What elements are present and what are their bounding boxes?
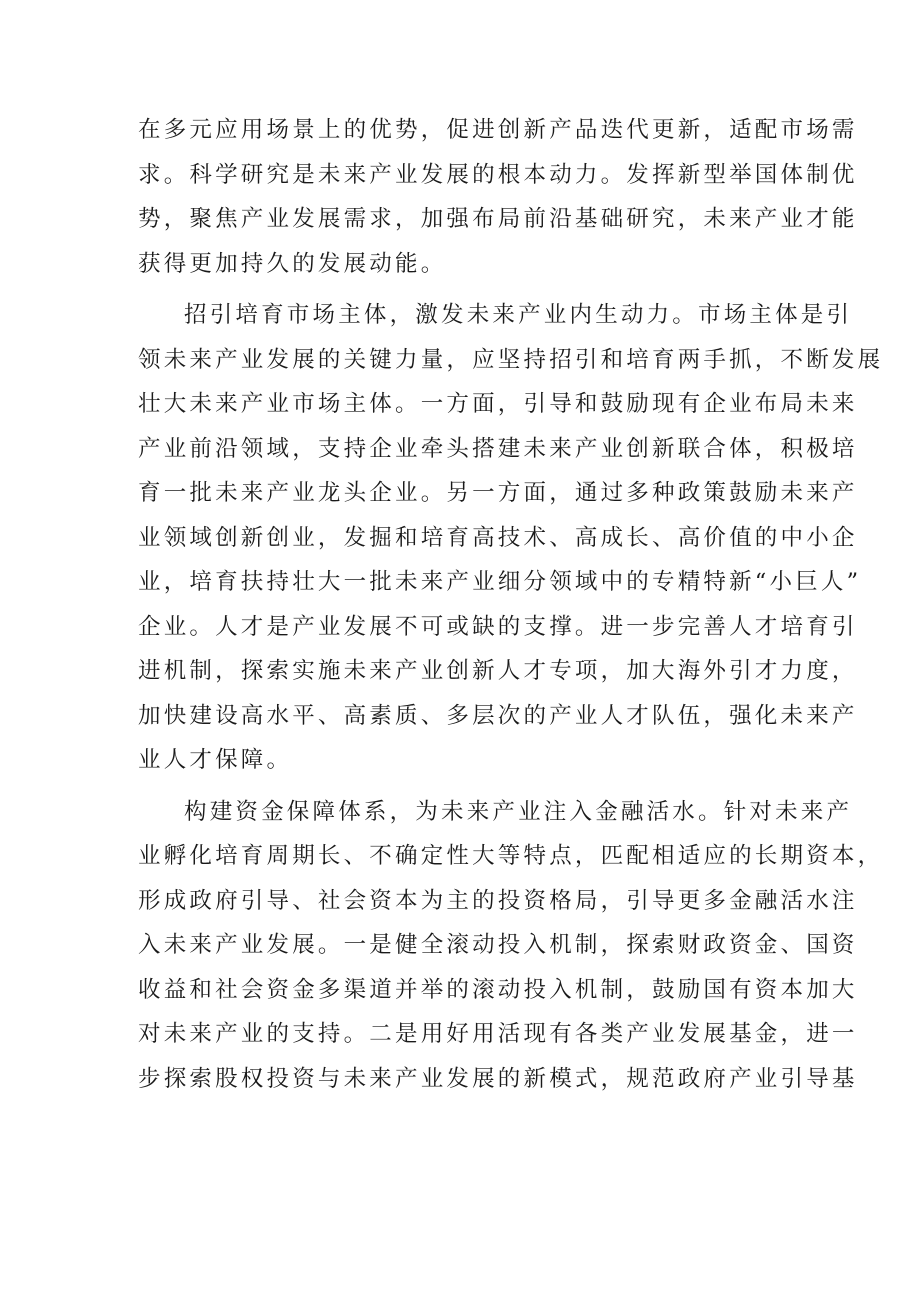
text-line: 领未来产业发展的关键力量，应坚持招引和培育两手抓，不断发展	[138, 346, 884, 373]
paragraph-spacer	[138, 286, 790, 293]
text-line: 收益和社会资金多渠道并举的滚动投入机制，鼓励国有资本加大	[138, 976, 858, 1003]
text-line: 在多元应用场景上的优势，促进创新产品迭代更新，适配市场需	[138, 117, 858, 143]
text-line: 进机制，探索实施未来产业创新人才专项，加大海外引才力度，	[138, 658, 858, 684]
text-line: 对未来产业的支持。二是用好用活现有各类产业发展基金，进一	[138, 1021, 858, 1047]
text-line: 育一批未来产业龙头企业。另一方面，通过多种政策鼓励未来产	[138, 480, 858, 506]
text-line: 业人才保障。	[138, 747, 293, 773]
text-line: 加快建设高水平、高素质、多层次的产业人才队伍，强化未来产	[138, 702, 858, 729]
paragraph-1	[138, 108, 858, 286]
text-line: 产业前沿领域，支持企业牵头搭建未来产业创新联合体，积极培	[138, 435, 858, 462]
paragraph-spacer	[138, 783, 790, 790]
text-line: 壮大未来产业市场主体。一方面，引导和鼓励现有企业布局未来	[138, 391, 858, 417]
text-line: 步探索股权投资与未来产业发展的新模式，规范政府产业引导基	[138, 1065, 858, 1092]
text-line: 业孵化培育周期长、不确定性大等特点，匹配相适应的长期资本，	[138, 843, 884, 869]
text-line: 业领域创新创业，发掘和培育高技术、高成长、高价值的中小企	[138, 524, 858, 551]
paragraph-2	[138, 293, 884, 783]
text-line: 势，聚焦产业发展需求，加强布局前沿基础研究，未来产业才能	[138, 206, 858, 232]
text-line: 招引培育市场主体，激发未来产业内生动力。市场主体是引	[184, 302, 853, 328]
body-text	[138, 108, 884, 1101]
paragraph-3	[138, 790, 884, 1102]
text-line: 获得更加持久的发展动能。	[138, 250, 447, 277]
text-line: 形成政府引导、社会资本为主的投资格局，引导更多金融活水注	[138, 887, 858, 914]
text-line: 求。科学研究是未来产业发展的根本动力。发挥新型举国体制优	[138, 161, 858, 188]
text-line: 企业。人才是产业发展不可或缺的支撑。进一步完善人才培育引	[138, 613, 858, 640]
text-line: 构建资金保障体系，为未来产业注入金融活水。针对未来产	[184, 798, 853, 825]
text-line: 业，培育扶持壮大一批未来产业细分领域中的专精特新“小巨人”	[138, 569, 862, 595]
text-line: 入未来产业发展。一是健全滚动投入机制，探索财政资金、国资	[138, 932, 858, 958]
